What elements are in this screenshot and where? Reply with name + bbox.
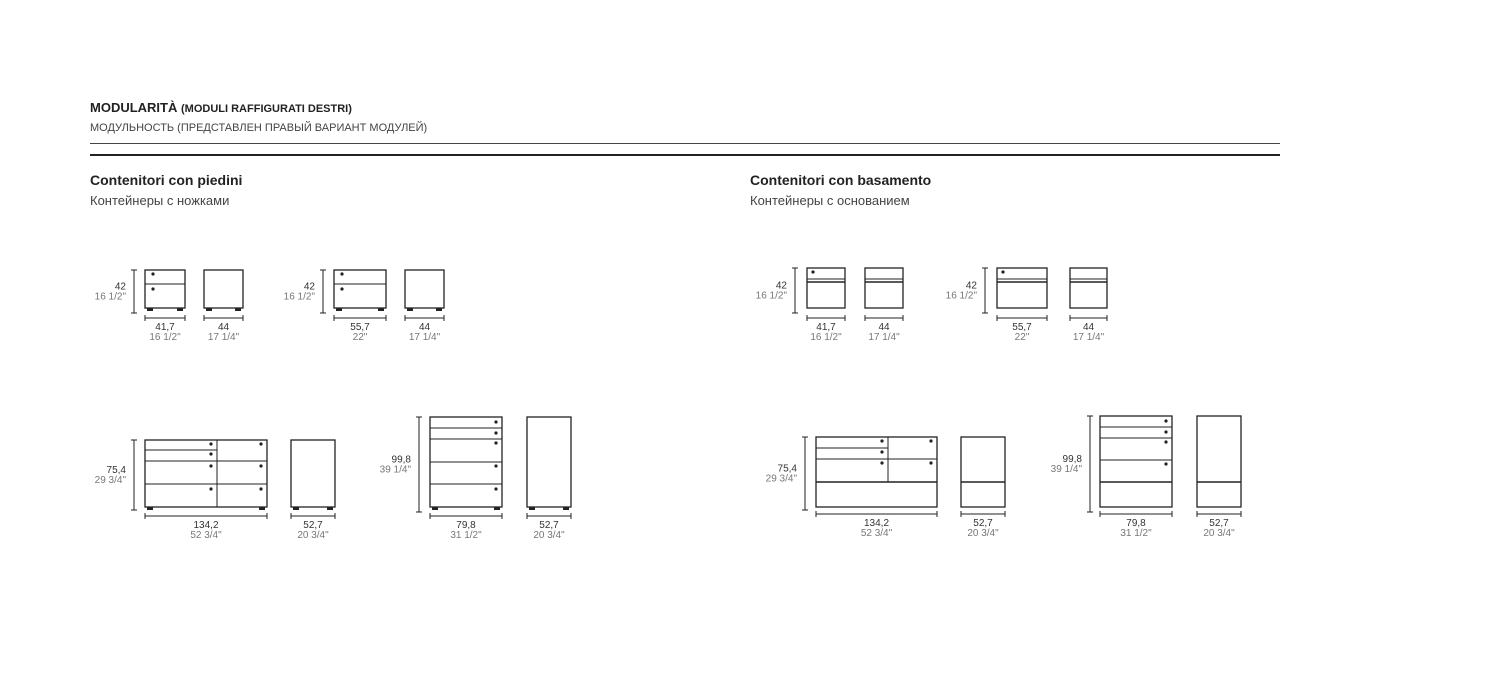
width-label-in: 20 3/4" [967, 528, 999, 539]
knob [811, 270, 814, 273]
height-label-in: 29 3/4" [765, 473, 797, 485]
height-label-cm: 75,4 [106, 465, 126, 476]
height-label-cm: 75,4 [777, 463, 797, 475]
knob [929, 461, 932, 464]
knob [494, 464, 497, 467]
width-label-cm: 134,2 [193, 520, 219, 531]
width-label-in: 17 1/4" [1072, 332, 1105, 343]
knob [259, 464, 262, 467]
width-label-cm: 52,7 [303, 520, 323, 531]
cabinet-door-base [865, 268, 903, 308]
foot [336, 308, 342, 311]
width-label-in: 22" [352, 332, 368, 343]
foot [378, 308, 384, 311]
width-label-in: 16 1/2" [149, 332, 181, 343]
width-label-cm: 41,7 [155, 322, 175, 333]
foot [235, 308, 241, 311]
foot [177, 308, 183, 311]
foot [407, 308, 413, 311]
foot [494, 507, 500, 510]
knob [494, 487, 497, 490]
foot [147, 308, 153, 311]
width-label-cm: 55,7 [1012, 322, 1032, 333]
width-label-cm: 44 [418, 322, 431, 333]
height-label-in: 39 1/4" [379, 464, 411, 476]
knob [209, 487, 212, 490]
width-label-in: 17 1/4" [408, 332, 441, 343]
width-label-cm: 79,8 [1126, 518, 1146, 529]
knob [494, 420, 497, 423]
cabinet-2-drawer [145, 270, 185, 308]
foot [436, 308, 442, 311]
page-title-ru: МОДУЛЬНОСТЬ (ПРЕДСТАВЛЕН ПРАВЫЙ ВАРИАНТ МОДУЛЕЙ) [90, 122, 428, 134]
section-title-base: Contenitori con basamento [750, 172, 932, 188]
height-label-cm: 99,8 [391, 454, 411, 466]
page-title-note: (MODULI RAFFIGURATI DESTRI) [181, 103, 352, 115]
width-label-in: 22" [1014, 332, 1030, 343]
foot [259, 507, 265, 510]
foot [529, 507, 535, 510]
knob [1001, 270, 1004, 273]
height-label-cm: 42 [775, 280, 787, 292]
width-label-cm: 41,7 [816, 322, 836, 333]
height-label-in: 39 1/4" [1050, 464, 1082, 475]
width-label-cm: 79,8 [456, 520, 476, 531]
section-subtitle-base: Контейнеры с основанием [750, 193, 910, 208]
cabinet-door-base [1070, 268, 1107, 308]
knob [880, 450, 883, 453]
width-label-cm: 52,7 [1209, 518, 1229, 529]
width-label-in: 16 1/2" [810, 332, 842, 343]
width-label-in: 52 3/4" [190, 530, 222, 541]
knob [151, 272, 154, 275]
cabinet-door [204, 270, 243, 308]
knob [1164, 462, 1167, 465]
knob [259, 487, 262, 490]
section-subtitle-feet: Контейнеры с ножками [90, 193, 230, 208]
cabinet-tall-door [527, 417, 571, 507]
width-label-in: 17 1/4" [207, 332, 240, 343]
cabinet-tall-door [291, 440, 335, 507]
cabinet-tall-door-base [1197, 416, 1241, 507]
foot [206, 308, 212, 311]
width-label-cm: 44 [217, 322, 230, 333]
knob [209, 464, 212, 467]
height-label-in: 16 1/2" [755, 290, 787, 302]
foot [147, 507, 153, 510]
knob [1164, 419, 1167, 422]
height-label-cm: 42 [303, 281, 315, 293]
foot [432, 507, 438, 510]
foot [563, 507, 569, 510]
cabinet-1-drawer-wide-base [997, 268, 1047, 308]
width-label-in: 31 1/2" [1120, 528, 1152, 539]
foot [293, 507, 299, 510]
knob [340, 287, 343, 290]
width-label-in: 52 3/4" [860, 528, 893, 539]
knob [880, 461, 883, 464]
knob [1164, 430, 1167, 433]
width-label-in: 20 3/4" [297, 530, 329, 541]
cabinet-door [405, 270, 444, 308]
width-label-in: 20 3/4" [533, 530, 565, 541]
height-label-in: 16 1/2" [283, 291, 315, 303]
knob [209, 442, 212, 445]
cabinet-tall-door-base [961, 437, 1005, 507]
cabinet-1-drawer-base [807, 268, 845, 308]
width-label-cm: 44 [1082, 322, 1095, 333]
width-label-in: 20 3/4" [1203, 528, 1235, 539]
knob [929, 439, 932, 442]
knob [259, 442, 262, 445]
width-label-cm: 55,7 [350, 322, 370, 333]
page-title-main: MODULARITÀ [90, 100, 178, 115]
width-label-cm: 52,7 [973, 518, 993, 529]
foot [327, 507, 333, 510]
width-label-cm: 134,2 [863, 518, 890, 529]
height-label-in: 16 1/2" [945, 290, 977, 302]
width-label-in: 17 1/4" [868, 332, 900, 343]
height-label-cm: 42 [114, 281, 126, 293]
knob [151, 287, 154, 290]
section-title-feet: Contenitori con piedini [90, 172, 243, 188]
knob [1164, 440, 1167, 443]
height-label-cm: 42 [965, 280, 977, 292]
width-label-cm: 52,7 [539, 520, 559, 531]
chest-of-drawers-base [1100, 416, 1172, 507]
width-label-cm: 44 [878, 322, 890, 333]
height-label-in: 29 3/4" [94, 475, 126, 486]
width-label-in: 31 1/2" [450, 530, 482, 541]
knob [494, 431, 497, 434]
knob [880, 439, 883, 442]
knob [340, 272, 343, 275]
height-label-in: 16 1/2" [94, 291, 126, 303]
knob [209, 452, 212, 455]
knob [494, 441, 497, 444]
height-label-cm: 99,8 [1062, 454, 1082, 465]
